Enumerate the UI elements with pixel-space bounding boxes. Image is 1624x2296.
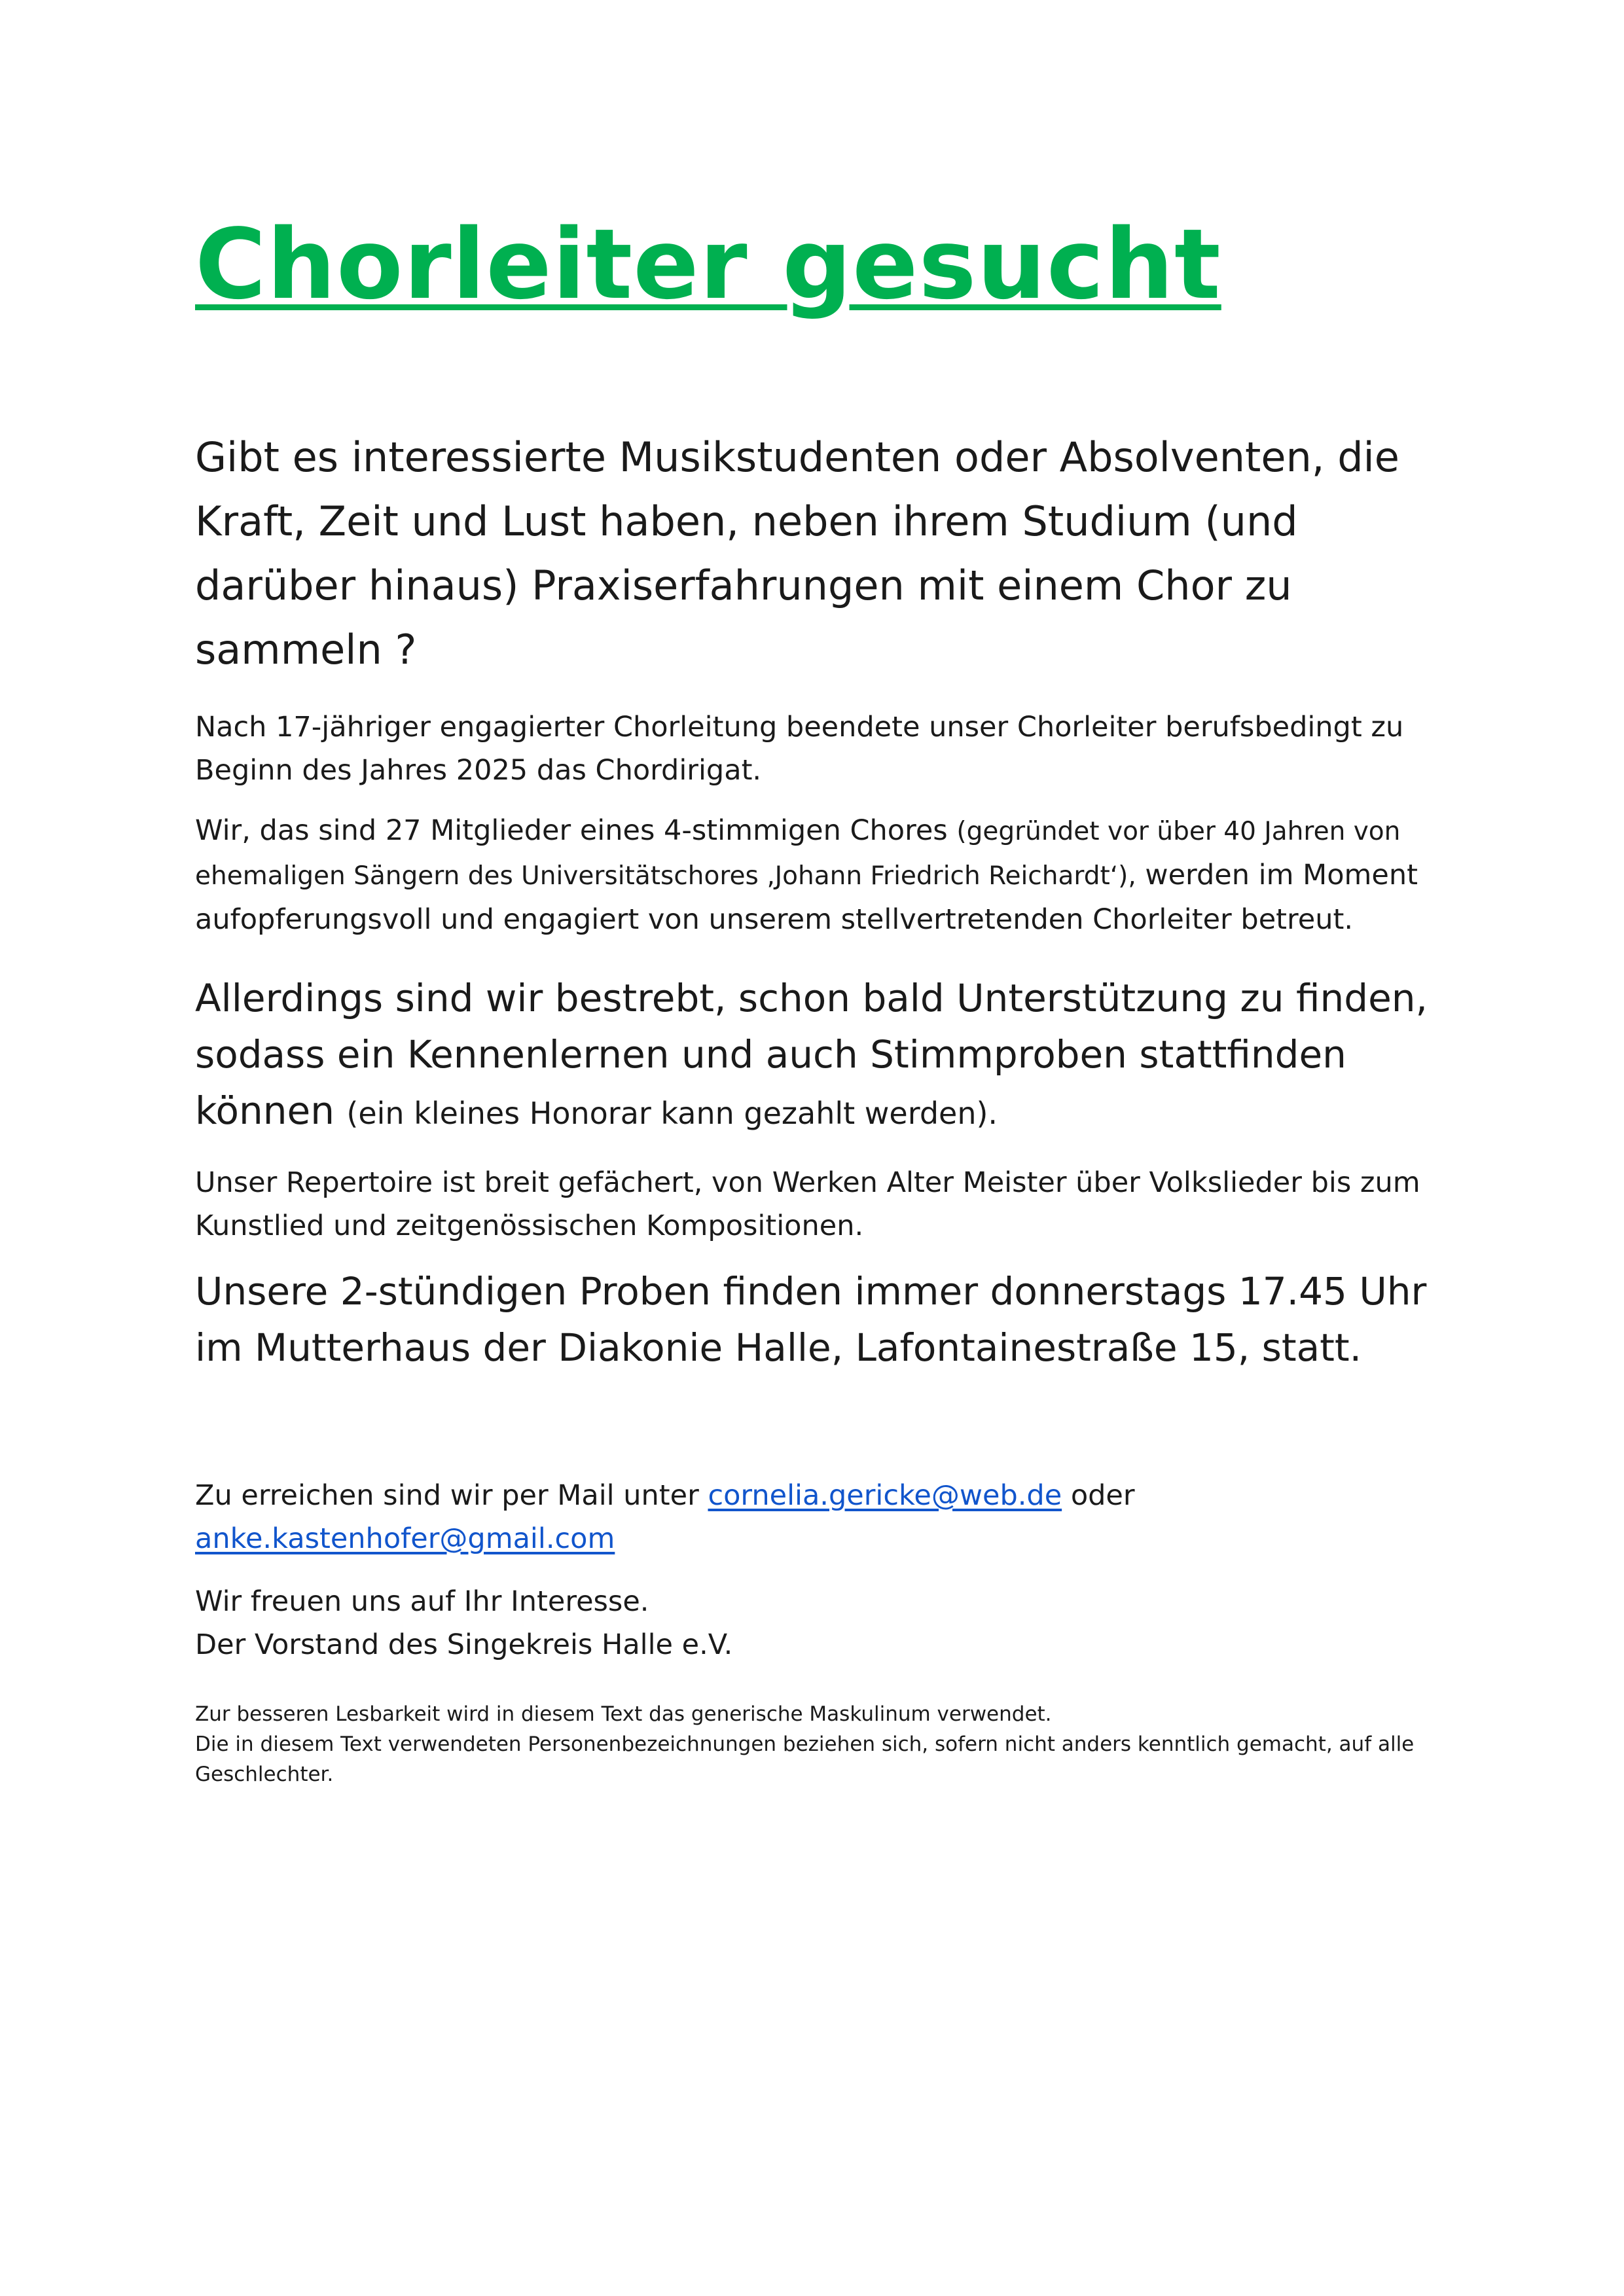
members-text-end: werden im Moment aufopferungsvoll und engagiert von unserem stellvertretenden Chorleiter betreut. [195,859,1418,936]
history-paragraph: Nach 17-jähriger engagierter Chorleitung beendete unser Chorleiter berufsbedingt zu Beginn des Jahres 2025 das Chordirigat. [195,711,1404,787]
document-body [195,425,1439,1789]
members-text-start: Wir, das sind 27 Mitglieder eines 4-stimmigen Chores [195,814,957,847]
closing-line-1: Wir freuen uns auf Ihr Interesse. [195,1585,649,1618]
repertoire-paragraph: Unser Repertoire ist breit gefächert, von Werken Alter Meister über Volkslieder bis zum Kunstlied und zeitgenössischen Kompositionen. [195,1166,1420,1242]
rehearsals-paragraph: Unsere 2-stündigen Proben finden immer donnerstags 17.45 Uhr im Mutterhaus der Diakonie Halle, Lafontainestraße 15, statt. [195,1269,1427,1370]
page-title: Chorleiter gesucht [195,208,1221,321]
footnote-line-2: Die in diesem Text verwendeten Personenbezeichnungen beziehen sich, sofern nicht anders kenntlich gemacht, auf alle Geschlechter. [195,1732,1415,1786]
email-link-anke[interactable]: anke.kastenhofer@gmail.com [195,1522,615,1555]
members-parenthetical: (gegründet vor über 40 Jahren von ehemaligen Sängern des Universitätschores ‚Johann Friedrich Reichardt‘), [195,817,1401,891]
contact-prefix: Zu erreichen sind wir per Mail unter [195,1479,708,1512]
contact-connector: oder [1062,1479,1135,1512]
members-paragraph [195,809,1439,941]
intro-paragraph: Gibt es interessierte Musikstudenten oder Absolventen, die Kraft, Zeit und Lust haben, neben ihrem Studium (und darüber hinaus) Praxiserfahrungen mit einem Chor zu sammeln ? [195,433,1399,673]
support-paragraph [195,970,1439,1141]
footnote-line-1: Zur besseren Lesbarkeit wird in diesem Text das generische Maskulinum verwendet. [195,1702,1052,1726]
email-link-cornelia[interactable]: cornelia.gericke@web.de [708,1479,1062,1512]
closing-line-2: Der Vorstand des Singekreis Halle e.V. [195,1628,733,1661]
closing-paragraph [195,1580,1439,1666]
contact-paragraph [195,1474,1439,1560]
support-note: (ein kleines Honorar kann gezahlt werden). [346,1096,998,1131]
footnote [195,1699,1439,1789]
support-main: Allerdings sind wir bestrebt, schon bald Unterstützung zu finden, sodass ein Kennenlernen und auch Stimmproben stattfinden können [195,976,1428,1133]
